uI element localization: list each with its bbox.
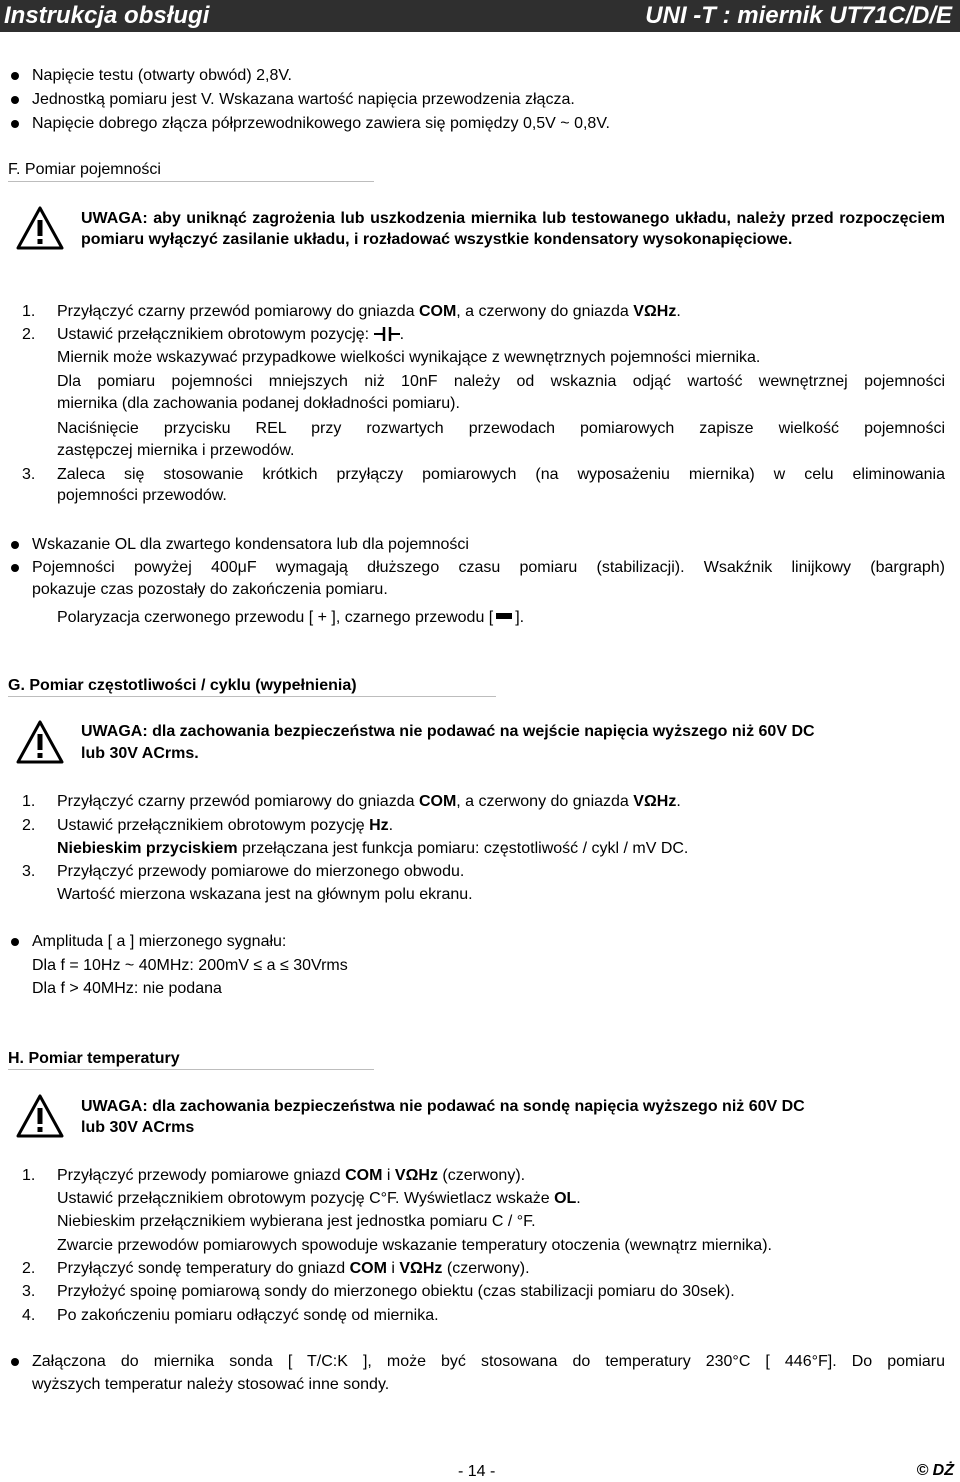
f-step-3-text-b: pojemności przewodów. [57, 487, 227, 504]
h-bullet-line-1: Załączona do miernika sonda [ T/C:K ], może być stosowana do temperatury 230°C [ 446°F]. Do pomiaru [32, 1353, 945, 1370]
h-step-1-note-2: Niebieskim przełącznikiem wybierana jest jednostka pomiaru C / °F. [57, 1213, 536, 1230]
f-bullet-1: Wskazanie OL dla zwartego kondensatora lub dla pojemności [32, 536, 469, 553]
section-h-warning-line-1: UWAGA: dla zachowania bezpieczeństwa nie podawać na sondę napięcia wyższego niż 60V DC [81, 1098, 805, 1115]
h-step-4-text: Po zakończeniu pomiaru odłączyć sondę od miernika. [57, 1307, 439, 1324]
h-step-2-text: Przyłączyć sondę temperatury do gniazd COM i VΩHz (czerwony). [57, 1260, 530, 1277]
g-amplitude-range-1: Dla f = 10Hz ~ 40MHz: 200mV ≤ a ≤ 30Vrms [32, 957, 348, 974]
g-step-1-text: Przyłączyć czarny przewód pomiarowy do gniazda COM, a czerwony do gniazda VΩHz. [57, 793, 681, 810]
section-g-rule [8, 696, 496, 697]
f-step-1-number: 1. [22, 303, 36, 320]
g-amplitude-range-2: Dla f > 40MHz: nie podana [32, 980, 222, 997]
g-step-1-number: 1. [22, 793, 36, 810]
f-polarity-text: Polaryzacja czerwonego przewodu [ + ], czarnego przewodu [ ]. [57, 609, 525, 626]
g-step-3-note: Wartość mierzona wskazana jest na głównym polu ekranu. [57, 886, 473, 903]
h-step-1-note-3: Zwarcie przewodów pomiarowych spowoduje wskazanie temperatury otoczenia (wewnątrz miernika). [57, 1237, 772, 1254]
h-step-1-number: 1. [22, 1167, 36, 1184]
section-g-warning-line-2: lub 30V ACrms. [81, 745, 199, 762]
f-bullet-2b: pokazuje czas pozostały do zakończenia pomiaru. [32, 581, 388, 598]
h-step-3-number: 3. [22, 1283, 36, 1300]
h-step-2-number: 2. [22, 1260, 36, 1277]
f-bullet-2a: Pojemności powyżej 400μF wymagają dłuższego czasu pomiaru (stabilizacji). Wsakźnik linijkowy (bargraph) [32, 559, 945, 576]
section-h-warning-line-2: lub 30V ACrms [81, 1119, 195, 1136]
page-number: - 14 - [458, 1463, 496, 1480]
section-h-title: H. Pomiar temperatury [8, 1050, 180, 1067]
f-step-3-number: 3. [22, 466, 36, 483]
h-step-1-text: Przyłączyć przewody pomiarowe gniazd COM i VΩHz (czerwony). [57, 1167, 526, 1184]
warning-triangle-icon [16, 720, 64, 764]
h-step-1-note-1: Ustawić przełącznikiem obrotowym pozycję C°F. Wyświetlacz wskaże OL. [57, 1190, 581, 1207]
section-g-title: G. Pomiar częstotliwości / cyklu (wypełnienia) [8, 677, 357, 694]
minus-symbol [496, 613, 512, 619]
f-step-2-note-1: Miernik może wskazywać przypadkowe wielkości wynikające z wewnętrznych pojemności miernika. [57, 349, 761, 366]
f-step-2-note-3a: Naciśnięcie przycisku REL przy rozwartych przewodach pomiarowych zapisze wielkość pojemności [57, 420, 945, 437]
f-step-2-note-2b: miernika (dla zachowania podanej dokładności pomiaru). [57, 395, 460, 412]
copyright-mark: © DŻ [916, 1462, 954, 1479]
warning-triangle-icon [16, 1094, 64, 1138]
section-f-warning: UWAGA: aby uniknąć zagrożenia lub uszkodzenia miernika lub testowanego układu, należy przed rozpoczęciem pomiaru wyłączyć zasilanie układu, i rozładować wszystkie kondensatory wysokonapięciowe. [81, 210, 945, 248]
g-step-2-text: Ustawić przełącznikiem obrotowym pozycję Hz. [57, 817, 394, 834]
f-step-1-text: Przyłączyć czarny przewód pomiarowy do gniazda COM, a czerwony do gniazda VΩHz. [57, 303, 681, 320]
capacitor-icon [374, 327, 400, 341]
diode-bullet-3: Napięcie dobrego złącza półprzewodnikowego zawiera się pomiędzy 0,5V ~ 0,8V. [32, 115, 610, 132]
warning-triangle-icon [16, 206, 64, 250]
section-h-rule [8, 1069, 374, 1070]
page-header [0, 0, 960, 32]
f-step-2-number: 2. [22, 326, 36, 343]
h-bullet-line-2: wyższych temperatur należy stosować inne sondy. [32, 1376, 390, 1393]
g-amplitude-bullet: Amplituda [ a ] mierzonego sygnału: [32, 933, 287, 950]
g-step-2-note: Niebieskim przyciskiem przełączana jest funkcja pomiaru: częstotliwość / cykl / mV DC. [57, 840, 689, 857]
f-step-2-text: Ustawić przełącznikiem obrotowym pozycję: . [57, 326, 405, 343]
f-step-2-note-3b: zastępczej miernika i przewodów. [57, 442, 295, 459]
diode-bullet-1: Napięcie testu (otwarty obwód) 2,8V. [32, 67, 292, 84]
h-step-3-text: Przyłożyć spoinę pomiarową sondy do mierzonego obiektu (czas stabilizacji pomiaru do 30sek). [57, 1283, 735, 1300]
header-left-title: Instrukcja obsługi [4, 2, 210, 29]
f-step-2-note-2a: Dla pomiaru pojemności mniejszych niż 10nF należy od wskaznia odjąć wartość wewnętrznej pojemności [57, 373, 945, 390]
diode-bullet-2: Jednostką pomiaru jest V. Wskazana wartość napięcia przewodzenia złącza. [32, 91, 575, 108]
g-step-2-number: 2. [22, 817, 36, 834]
g-step-3-number: 3. [22, 863, 36, 880]
section-g-warning-line-1: UWAGA: dla zachowania bezpieczeństwa nie podawać na wejście napięcia wyższego niż 60V DC [81, 723, 815, 740]
section-f-title: F. Pomiar pojemności [8, 161, 161, 178]
f-step-3-text-a: Zaleca się stosowanie krótkich przyłączy pomiarowych (na wyposażeniu miernika) w celu eliminowania [57, 466, 945, 483]
section-f-rule [8, 181, 374, 182]
h-step-4-number: 4. [22, 1307, 36, 1324]
header-right-title: UNI -T : miernik UT71C/D/E [645, 2, 952, 29]
g-step-3-text: Przyłączyć przewody pomiarowe do mierzonego obwodu. [57, 863, 465, 880]
